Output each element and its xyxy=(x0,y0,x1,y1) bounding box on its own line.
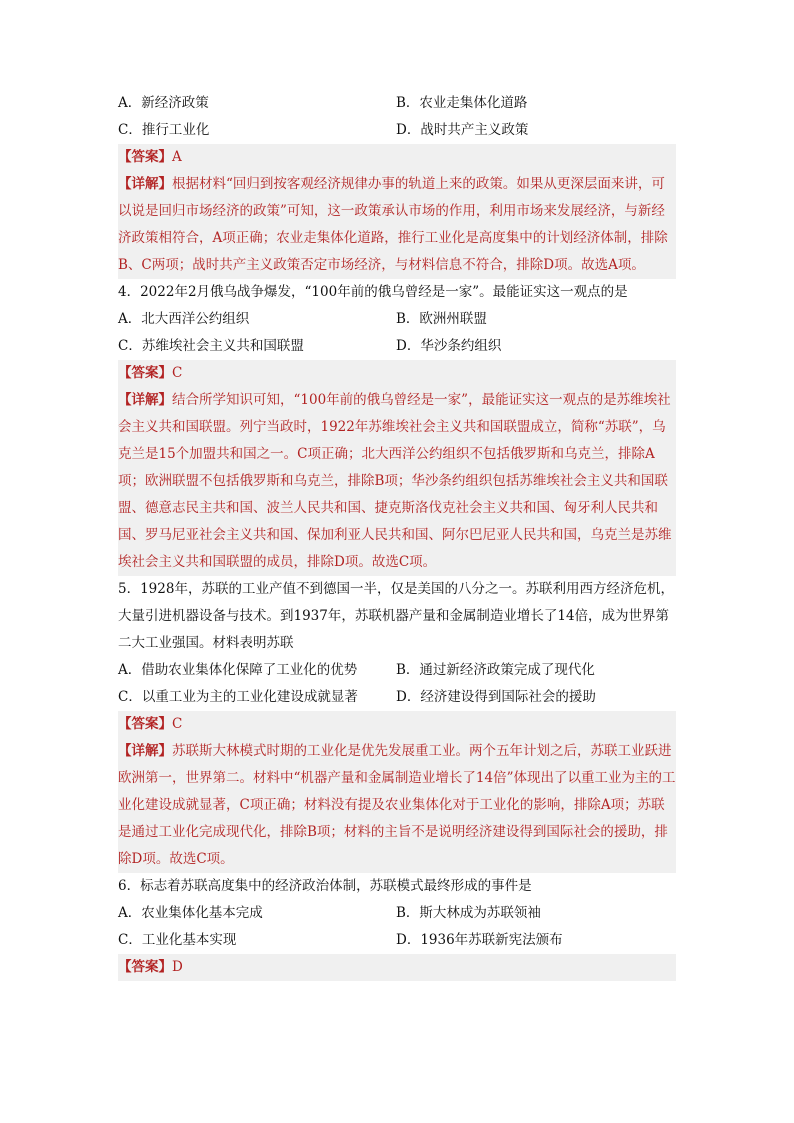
q6-answer-value: D xyxy=(172,959,183,975)
q6-options-row-1 xyxy=(118,900,676,927)
q3-option-b: B．农业走集体化道路 xyxy=(396,95,528,111)
q6-option-c: C．工业化基本实现 xyxy=(118,932,237,948)
q3-options-row-2 xyxy=(118,117,676,144)
q5-stem: 5．1928年，苏联的工业产值不到德国一半，仅是美国的八分之一。苏联利用西方经济危机，大量引进机器设备与技术。到1937年，苏联机器产量和金属制造业增长了14倍，成为世界第二大工业强国。材料表明苏联 xyxy=(118,581,674,651)
q3-explain-tag: 【详解】 xyxy=(118,176,172,192)
q4-explanation xyxy=(118,387,676,576)
q3-answer xyxy=(118,144,676,171)
document-page xyxy=(118,90,676,981)
q3-explain-text: 根据材料“回归到按客观经济规律办事的轨道上来的政策。如果从更深层面来讲，可以说是回归市场经济的政策”可知，这一政策承认市场的作用，利用市场来发展经济，与新经济政策相符合，A项正确；农业走集体化道路，推行工业化是高度集中的计划经济体制，排除B、C两项；战时共产主义政策否定市场经济，与材料信息不符合，排除D项。故选A项。 xyxy=(118,176,668,273)
q5-answer-tag: 【答案】 xyxy=(118,716,172,732)
q5-option-b: B．通过新经济政策完成了现代化 xyxy=(396,662,595,678)
q5-options-row-1 xyxy=(118,657,676,684)
q3-option-c: C．推行工业化 xyxy=(118,122,210,138)
q4-stem: 4．2022年2月俄乌战争爆发，“100年前的俄乌曾经是一家”。最能证实这一观点的是 xyxy=(118,284,628,300)
q3-options-row-1 xyxy=(118,90,676,117)
q4-option-b: B．欧洲州联盟 xyxy=(396,311,487,327)
q4-explain-tag: 【详解】 xyxy=(118,392,172,408)
q6-option-a: A．农业集体化基本完成 xyxy=(118,905,263,921)
q3-answer-tag: 【答案】 xyxy=(118,149,172,165)
q3-option-d: D．战时共产主义政策 xyxy=(396,122,529,138)
q6-stem: 6．标志着苏联高度集中的经济政治体制，苏联模式最终形成的事件是 xyxy=(118,878,532,894)
q6-option-d: D．1936年苏联新宪法颁布 xyxy=(396,932,563,948)
q3-option-a: A．新经济政策 xyxy=(118,95,209,111)
q6-answer xyxy=(118,954,676,981)
q5-option-d: D．经济建设得到国际社会的援助 xyxy=(396,689,596,705)
q3-answer-value: A xyxy=(172,149,182,165)
q5-options-row-2 xyxy=(118,684,676,711)
q5-explain-text: 苏联斯大林模式时期的工业化是优先发展重工业。两个五年计划之后，苏联工业跃进欧洲第一，世界第二。材料中“机器产量和金属制造业增长了14倍”体现出了以重工业为主的工业化建设成就显著，C项正确；材料没有提及农业集体化对于工业化的影响，排除A项；苏联是通过工业化完成现代化，排除B项；材料的主旨不是说明经济建设得到国际社会的援助，排除D项。故选C项。 xyxy=(118,743,676,867)
q4-answer-tag: 【答案】 xyxy=(118,365,172,381)
q4-options-row-2 xyxy=(118,333,676,360)
q4-explain-text: 结合所学知识可知，“100年前的俄乌曾经是一家”，最能证实这一观点的是苏维埃社会主义共和国联盟。列宁当政时，1922年苏维埃社会主义共和国联盟成立，简称“苏联”，乌克兰是15个加盟共和国之一。C项正确；北大西洋公约组织不包括俄罗斯和乌克兰，排除A项；欧洲联盟不包括俄罗斯和乌克兰，排除B项；华沙条约组织包括苏维埃社会主义共和国联盟、德意志民主共和国、波兰人民共和国、捷克斯洛伐克社会主义共和国、匈牙利人民共和国、罗马尼亚社会主义共和国、保加利亚人民共和国、阿尔巴尼亚人民共和国，乌克兰是苏维埃社会主义共和国联盟的成员，排除D项。故选C项。 xyxy=(118,392,672,570)
q6-option-b: B．斯大林成为苏联领袖 xyxy=(396,905,541,921)
q4-option-c: C．苏维埃社会主义共和国联盟 xyxy=(118,338,304,354)
q6-answer-tag: 【答案】 xyxy=(118,959,172,975)
q3-explanation xyxy=(118,171,676,279)
q5-explain-tag: 【详解】 xyxy=(118,743,172,759)
q5-answer xyxy=(118,711,676,738)
q6-options-row-2 xyxy=(118,927,676,954)
q5-answer-value: C xyxy=(172,716,183,732)
q5-explanation xyxy=(118,738,676,873)
q4-answer xyxy=(118,360,676,387)
q4-answer-value: C xyxy=(172,365,183,381)
q4-option-d: D．华沙条约组织 xyxy=(396,338,502,354)
q5-option-a: A．借助农业集体化保障了工业化的优势 xyxy=(118,662,358,678)
q4-option-a: A．北大西洋公约组织 xyxy=(118,311,250,327)
q5-option-c: C．以重工业为主的工业化建设成就显著 xyxy=(118,689,358,705)
q4-options-row-1 xyxy=(118,306,676,333)
